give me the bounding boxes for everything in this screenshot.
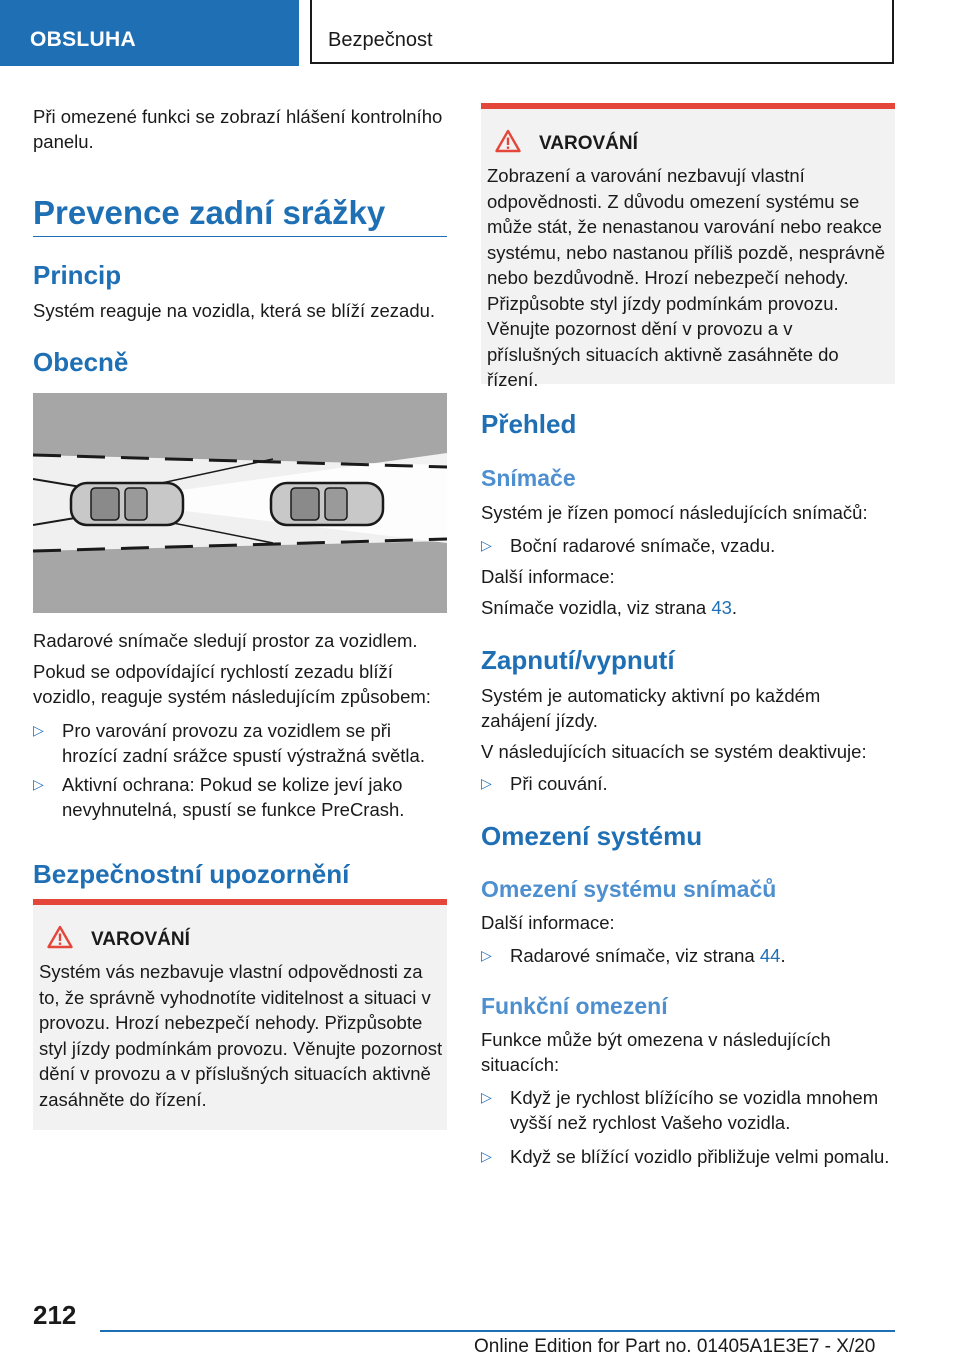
sensors-text: Systém je řízen pomocí následujících snímačů: <box>481 502 868 523</box>
list-item: ▷ Boční radarové snímače, vzadu. <box>481 535 776 556</box>
more-info-label: Další informace: <box>481 912 615 933</box>
function-limits-text: Funkce může být omezena v následujících situacích: <box>481 1029 831 1075</box>
sensor-limits-heading: Omezení systému snímačů <box>481 876 777 902</box>
safety-heading: Bezpečnostní upozornění <box>33 859 350 889</box>
warning-triangle-icon <box>495 129 521 153</box>
function-limits-heading: Funkční omezení <box>481 993 668 1019</box>
page-link[interactable]: 44 <box>759 945 781 966</box>
list-item: ▷ Když se blížící vozidlo přibližuje velmi pomalu. <box>481 1146 890 1167</box>
list-item: ▷ Při couvání. <box>481 773 608 794</box>
deactivation-text: V následujících situacích se systém deaktivuje: <box>481 741 867 762</box>
bullet-triangle-icon: ▷ <box>33 722 44 738</box>
bullet-triangle-icon: ▷ <box>481 537 492 553</box>
bullet-triangle-icon: ▷ <box>33 776 44 792</box>
bullet-triangle-icon: ▷ <box>481 1148 492 1164</box>
warning-text: Zobrazení a varování nezbavují vlastní odpovědnosti. Z důvodu omezení systému se může stát, že nenastanou varování nebo reakce systému, nebo nastanou příliš pozdě, nesprávně nebo bezdůvodně. Hrozí nebezpečí nehody. Přizpůsobte styl jízdy podmínkám provozu. Věnujte pozornost dění v provozu a v příslušných situacích aktivně zasáhněte do řízení. <box>487 165 885 390</box>
warning-title: VAROVÁNÍ <box>539 133 638 154</box>
warning-box <box>481 103 895 390</box>
onoff-text: Systém je automaticky aktivní po každém zahájení jízdy. <box>481 685 821 731</box>
chapter-label: Bezpečnost <box>328 29 433 51</box>
section-tab <box>0 0 299 66</box>
general-paragraph-2: Pokud se odpovídající rychlostí zezadu blíží vozidlo, reaguje systém následujícím způsobem: <box>33 661 431 707</box>
sensors-heading: Snímače <box>481 465 576 491</box>
overview-heading: Přehled <box>481 409 577 439</box>
page-title: Prevence zadní srážky <box>33 194 447 237</box>
warning-box <box>33 899 447 1130</box>
edition-text: Online Edition for Part no. 01405A1E3E7 - X/20 <box>474 1336 876 1357</box>
warning-triangle-icon <box>47 925 73 949</box>
onoff-heading: Zapnutí/vypnutí <box>481 645 675 675</box>
bullet-triangle-icon: ▷ <box>481 1089 492 1105</box>
warning-title: VAROVÁNÍ <box>91 929 190 950</box>
principle-heading: Princip <box>33 260 122 290</box>
more-info-label: Další informace: <box>481 566 615 587</box>
chapter-tab <box>310 0 894 64</box>
general-paragraph-1: Radarové snímače sledují prostor za vozidlem. <box>33 630 418 651</box>
warning-text: Systém vás nezbavuje vlastní odpovědnosti za to, že správně vyhodnotíte viditelnost a situaci v provozu. Hrozí nebezpečí nehody. Přizpůsobte styl jízdy podmínkám provozu. Věnujte pozornost dění v provozu a v příslušných situacích aktivně zasáhněte do řízení. <box>39 961 443 1110</box>
intro-text: Při omezené funkci se zobrazí hlášení kontrolního panelu. <box>33 106 443 152</box>
footer-divider <box>100 1330 895 1332</box>
rear-collision-illustration <box>33 393 447 613</box>
general-heading: Obecně <box>33 347 129 377</box>
list-item: ▷ Aktivní ochrana: Pokud se kolize jeví jako nevyhnutelná, spustí se funkce PreCrash. <box>33 774 405 820</box>
limits-heading: Omezení systému <box>481 821 703 851</box>
page-link[interactable]: 43 <box>711 597 732 618</box>
principle-text: Systém reaguje na vozidla, která se blíží zezadu. <box>33 300 436 321</box>
list-item: ▷ Radarové snímače, viz strana 44. <box>481 945 786 966</box>
list-item: ▷ Pro varování provozu za vozidlem se při hrozící zadní srážce spustí výstražná světla. <box>33 720 425 766</box>
list-item: ▷ Když je rychlost blížícího se vozidla mnohem vyšší než rychlost Vašeho vozidla. <box>481 1087 879 1133</box>
bullet-triangle-icon: ▷ <box>481 947 492 963</box>
page-number: 212 <box>33 1300 77 1330</box>
bullet-triangle-icon: ▷ <box>481 775 492 791</box>
section-label: OBSLUHA <box>30 28 136 51</box>
sensors-reference: Snímače vozidla, viz strana 43. <box>481 597 738 618</box>
